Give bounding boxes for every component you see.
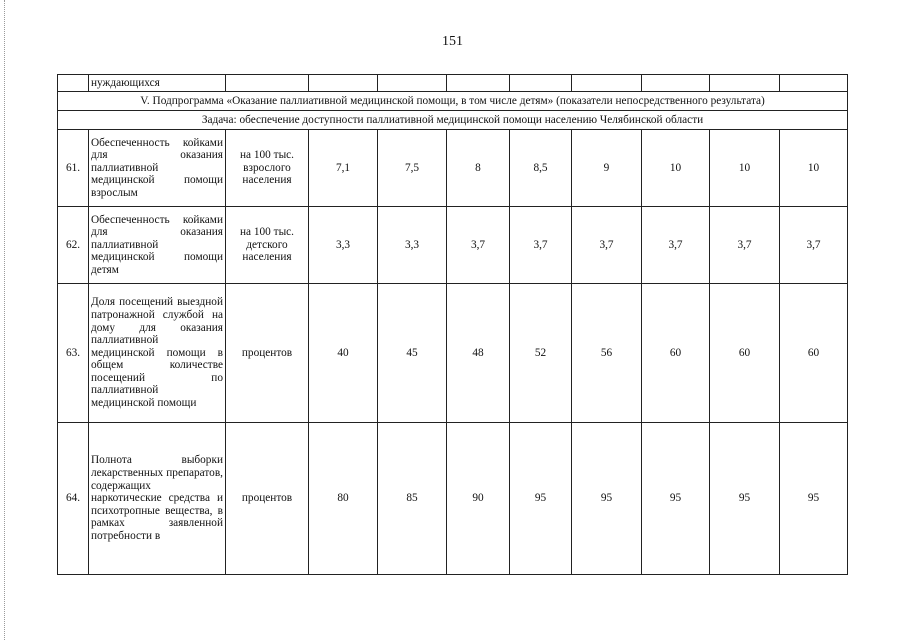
value-cell: 95: [510, 423, 572, 575]
row-number: 62.: [58, 207, 89, 284]
value-cell: 3,7: [780, 207, 848, 284]
value-cell: 45: [378, 284, 447, 423]
value-cell: 95: [780, 423, 848, 575]
value-cell: 52: [510, 284, 572, 423]
table-row: [58, 423, 848, 575]
indicator-name: Обеспеченность койками для оказания паллиативной медицинской помощи детям: [89, 207, 226, 284]
value-cell: 3,7: [642, 207, 710, 284]
cell-num: [58, 75, 89, 92]
unit-of-measure: на 100 тыс. детского населения: [226, 207, 309, 284]
value-cell: 7,5: [378, 130, 447, 207]
value-cell: 10: [780, 130, 848, 207]
value-cell: 48: [447, 284, 510, 423]
value-cell: 7,1: [309, 130, 378, 207]
cell-empty: [309, 75, 378, 92]
value-cell: 3,7: [447, 207, 510, 284]
unit-of-measure: на 100 тыс. взрослого населения: [226, 130, 309, 207]
table-row: [58, 284, 848, 423]
value-cell: 3,7: [572, 207, 642, 284]
cell-empty: [226, 75, 309, 92]
value-cell: 95: [710, 423, 780, 575]
cell-empty: [572, 75, 642, 92]
value-cell: 60: [710, 284, 780, 423]
value-cell: 85: [378, 423, 447, 575]
cell-empty: [710, 75, 780, 92]
value-cell: 95: [572, 423, 642, 575]
row-number: 63.: [58, 284, 89, 423]
value-cell: 40: [309, 284, 378, 423]
indicator-name: Полнота выборки лекарственных препаратов, содержащих наркотические средства и психотропные вещества, в рамках заявленной потребности в: [89, 423, 226, 575]
value-cell: 8: [447, 130, 510, 207]
cell-empty: [447, 75, 510, 92]
value-cell: 10: [710, 130, 780, 207]
value-cell: 56: [572, 284, 642, 423]
table-row: [58, 207, 848, 284]
unit-of-measure: процентов: [226, 284, 309, 423]
indicator-name: нуждающихся: [89, 75, 226, 92]
task-title: Задача: обеспечение доступности паллиативной медицинской помощи населению Челябинской области: [58, 111, 848, 130]
cell-empty: [642, 75, 710, 92]
value-cell: 10: [642, 130, 710, 207]
row-number: 61.: [58, 130, 89, 207]
value-cell: 60: [780, 284, 848, 423]
value-cell: 3,7: [510, 207, 572, 284]
cell-empty: [510, 75, 572, 92]
value-cell: 95: [642, 423, 710, 575]
value-cell: 3,3: [378, 207, 447, 284]
unit-of-measure: процентов: [226, 423, 309, 575]
table-row-continued: [58, 75, 848, 92]
indicator-name: Доля посещений выездной патронажной службой на дому для оказания паллиативной медицинской помощи в общем количестве посещений по паллиативной медицинской помощи: [89, 284, 226, 423]
indicators-table: [57, 74, 848, 575]
value-cell: 3,7: [710, 207, 780, 284]
row-number: 64.: [58, 423, 89, 575]
subprogram-title: V. Подпрограмма «Оказание паллиативной медицинской помощи, в том числе детям» (показатели непосредственного результата): [58, 92, 848, 111]
page-number: 151: [442, 34, 463, 49]
task-row: [58, 111, 848, 130]
value-cell: 3,3: [309, 207, 378, 284]
value-cell: 60: [642, 284, 710, 423]
binding-margin-line: [4, 0, 5, 640]
value-cell: 90: [447, 423, 510, 575]
table-row: [58, 130, 848, 207]
value-cell: 8,5: [510, 130, 572, 207]
subprogram-row: [58, 92, 848, 111]
cell-empty: [780, 75, 848, 92]
value-cell: 80: [309, 423, 378, 575]
indicator-name: Обеспеченность койками для оказания паллиативной медицинской помощи взрослым: [89, 130, 226, 207]
cell-empty: [378, 75, 447, 92]
value-cell: 9: [572, 130, 642, 207]
